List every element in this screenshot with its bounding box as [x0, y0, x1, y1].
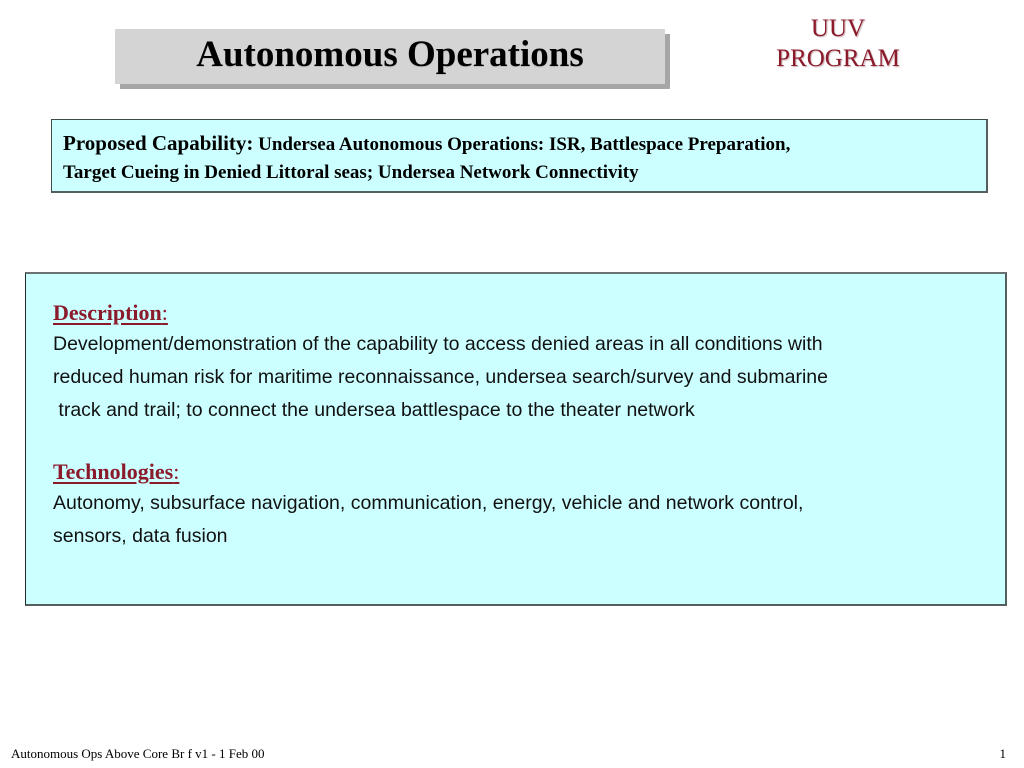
- technologies-heading: [53, 457, 1005, 487]
- section-spacer: [53, 427, 1005, 457]
- description-heading-colon: :: [161, 300, 168, 325]
- program-label-line1: UUV: [810, 15, 866, 42]
- capability-text-line2: Target Cueing in Denied Littoral seas; Undersea Network Connectivity: [63, 162, 639, 183]
- description-line: reduced human risk for maritime reconnaissance, undersea search/survey and submarine: [53, 366, 828, 388]
- description-heading: [53, 298, 1005, 328]
- description-heading-text: Description: [53, 300, 162, 325]
- technologies-heading-colon: :: [173, 459, 180, 484]
- capability-label: Proposed Capability:: [63, 131, 254, 155]
- proposed-capability-box: [51, 119, 988, 193]
- page-title: Autonomous Operations: [196, 34, 584, 75]
- footer-page-number: 1: [999, 746, 1006, 761]
- technologies-line: Autonomy, subsurface navigation, communication, energy, vehicle and network control,: [53, 492, 804, 514]
- description-line: Development/demonstration of the capability to access denied areas in all conditions with: [53, 333, 823, 355]
- details-box: [25, 272, 1007, 606]
- capability-line1: [63, 129, 986, 159]
- title-bar: [115, 29, 665, 84]
- technologies-line: sensors, data fusion: [53, 525, 228, 547]
- program-label-line2: PROGRAM: [776, 45, 900, 72]
- footer-document-label: Autonomous Ops Above Core Br f v1 - 1 Feb 00: [11, 746, 265, 761]
- description-line: track and trail; to connect the undersea battlespace to the theater network: [53, 399, 695, 421]
- technologies-heading-text: Technologies: [53, 459, 174, 484]
- capability-text-line1: Undersea Autonomous Operations: ISR, Battlespace Preparation,: [253, 134, 791, 155]
- program-label: [748, 14, 928, 74]
